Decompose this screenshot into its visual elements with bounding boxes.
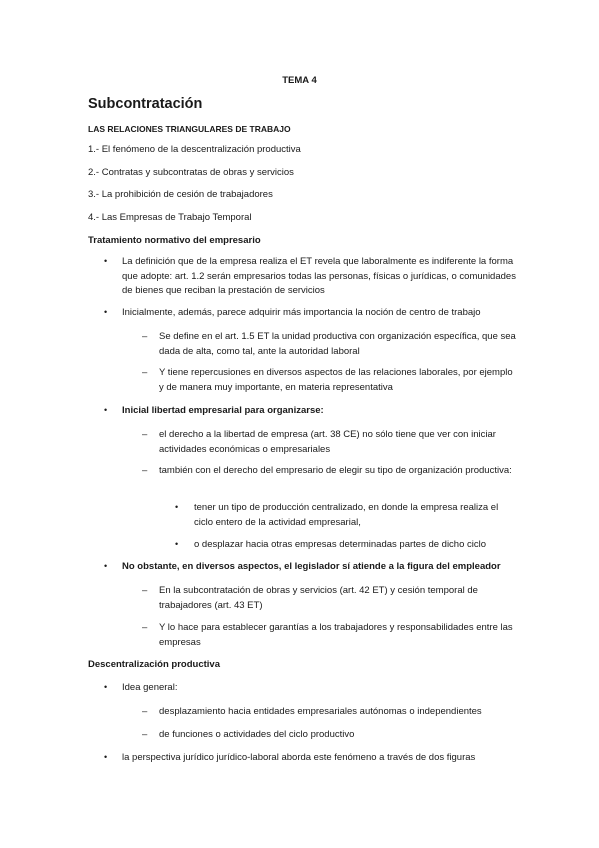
bullet-icon: •	[104, 561, 108, 571]
bullet-centro-trabajo: Inicialmente, además, parece adquirir más importancia la noción de centro de trabajo	[122, 307, 481, 318]
dash-icon: –	[142, 367, 148, 378]
sub-item-centralizado: tener un tipo de producción centralizado, en donde la empresa realiza el ciclo entero de la actividad empresarial,	[194, 502, 499, 528]
document-title: Subcontratación	[88, 96, 203, 112]
index-item-1: 1.- El fenómeno de la descentralización productiva	[88, 144, 301, 155]
dash-icon: –	[142, 706, 148, 717]
index-item-4: 4.- Las Empresas de Trabajo Temporal	[88, 212, 252, 223]
dash-icon: –	[142, 585, 148, 596]
dash-item-desplazamiento: desplazamiento hacia entidades empresariales autónomas o independientes	[159, 706, 482, 717]
section-heading-tratamiento: Tratamiento normativo del empresario	[88, 235, 261, 246]
bullet-perspectiva-juridica: la perspectiva jurídico jurídico-laboral aborda este fenómeno a través de dos figuras	[122, 752, 476, 763]
bullet-libertad-empresarial: Inicial libertad empresarial para organizarse:	[122, 405, 324, 416]
dash-icon: –	[142, 729, 148, 740]
sub-bullet-icon: •	[175, 502, 179, 512]
bullet-icon: •	[104, 405, 108, 415]
dash-icon: –	[142, 429, 148, 440]
bullet-idea-general: Idea general:	[122, 682, 178, 693]
dash-icon: –	[142, 465, 148, 476]
dash-item-subcontratacion: En la subcontratación de obras y servicios (art. 42 ET) y cesión temporal de trabajadores (art. 43 ET)	[159, 585, 478, 611]
dash-item-art-1-5: Se define en el art. 1.5 ET la unidad productiva con organización específica, que sea dada de alta, como tal, ante la autoridad laboral	[159, 331, 516, 357]
index-item-3: 3.- La prohibición de cesión de trabajadores	[88, 189, 273, 200]
dash-item-funciones: de funciones o actividades del ciclo productivo	[159, 729, 355, 740]
index-item-2: 2.- Contratas y subcontratas de obras y servicios	[88, 167, 294, 178]
sub-bullet-icon: •	[175, 539, 179, 549]
dash-item-repercusiones: Y tiene repercusiones en diversos aspectos de las relaciones laborales, por ejemplo y de manera muy importante, en materia representativa	[159, 367, 513, 393]
chapter-label: TEMA 4	[282, 75, 317, 86]
dash-item-libertad-empresa: el derecho a la libertad de empresa (art. 38 CE) no sólo tiene que ver con iniciar actividades económicas o empresariales	[159, 429, 496, 455]
document-subtitle: LAS RELACIONES TRIANGULARES DE TRABAJO	[88, 124, 291, 134]
bullet-legislador: No obstante, en diversos aspectos, el legislador sí atiende a la figura del empleador	[122, 561, 501, 572]
dash-icon: –	[142, 622, 148, 633]
sub-item-desplazar: o desplazar hacia otras empresas determinadas partes de dicho ciclo	[194, 539, 487, 550]
bullet-icon: •	[104, 752, 108, 762]
dash-item-garantias: Y lo hace para establecer garantías a los trabajadores y responsabilidades entre las empresas	[159, 622, 513, 648]
dash-icon: –	[142, 331, 148, 342]
section-heading-descentralizacion: Descentralización productiva	[88, 659, 220, 670]
bullet-icon: •	[104, 682, 108, 692]
bullet-definicion-empresa: La definición que de la empresa realiza el ET revela que laboralmente es indiferente la forma que adopte: art. 1.2 serán empresarios todas las personas, físicas o jurídicas, o comunidades de bienes que reciban la prestación de servicios	[122, 256, 516, 297]
dash-item-tipo-organizacion: también con el derecho del empresario de elegir su tipo de organización productiva:	[159, 465, 512, 476]
bullet-icon: •	[104, 307, 108, 317]
bullet-icon: •	[104, 256, 108, 266]
